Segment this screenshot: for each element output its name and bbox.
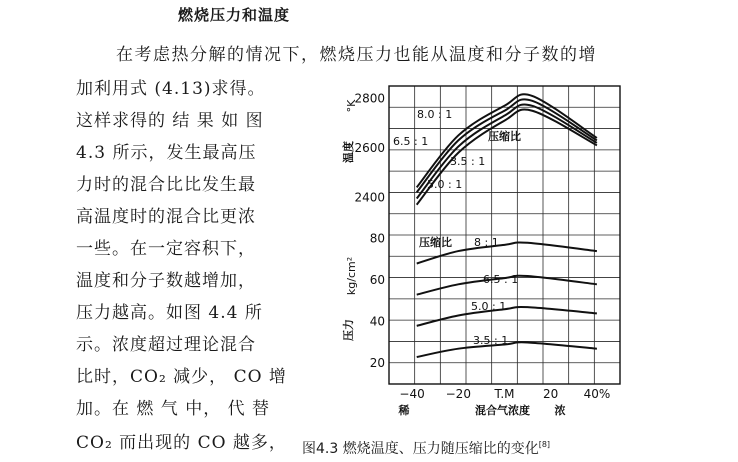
temperature-series-label: 5.0 : 1 [427, 178, 463, 191]
pressure-tick-label: 40 [369, 314, 385, 329]
temperature-unit-label: °K [345, 99, 358, 113]
figure-caption [302, 438, 550, 458]
x-tick-label: T.M [494, 387, 515, 401]
body-line: 加利用式 (4.13)求得。 [76, 79, 266, 99]
pressure-tick-label: 60 [369, 273, 385, 288]
body-line: 高温度时的混合比更浓 [76, 207, 256, 227]
temperature-tick-label: 2600 [354, 140, 385, 155]
body-line: 加。在 燃 气 中， 代 替 [76, 399, 271, 419]
pressure-tick-label: 20 [369, 356, 385, 371]
temperature-series-label: 8.0 : 1 [417, 108, 453, 121]
body-line: 压力越高。如图 4.4 所 [76, 303, 263, 323]
temperature-axis-label: 温度 [342, 141, 355, 163]
x-tick-label: −20 [445, 387, 471, 401]
body-line: 4.3 所示，发生最高压 [76, 143, 257, 163]
temperature-series-label: 3.5 : 1 [450, 155, 486, 168]
body-line: 示。浓度超过理论混合 [76, 335, 256, 355]
x-axis-label: 混合气浓度 [475, 404, 530, 417]
temperature-tick-label: 2400 [354, 190, 385, 205]
body-line: CO₂ 而出现的 CO 越多， [76, 433, 287, 453]
pressure-series-label: 5.0 : 1 [471, 300, 507, 313]
section-heading: 燃烧压力和温度 [178, 6, 291, 24]
pressure-axis-label: 压力 [342, 319, 355, 341]
body-line: 一些。在一定容积下， [76, 239, 256, 259]
x-tick-label: 20 [543, 387, 559, 401]
body-line: 比时，CO₂ 减少， CO 增 [76, 367, 287, 387]
pressure-legend-title: 压缩比 [419, 236, 452, 249]
caption-text: 图4.3 燃烧温度、压力随压缩比的变化 [302, 441, 539, 457]
x-end-label-rich: 浓 [554, 404, 566, 417]
body-line: 力时的混合比比发生最 [76, 175, 256, 195]
pressure-series-label: 3.5 : 1 [473, 334, 509, 347]
x-tick-label: 40% [583, 387, 611, 401]
pressure-series-label: 6.5 : 1 [483, 273, 519, 286]
pressure-series-label: 8 : 1 [474, 236, 499, 249]
caption-reference: [8] [538, 440, 551, 449]
intro-line: 在考虑热分解的情况下，燃烧压力也能从温度和分子数的增 [116, 45, 597, 65]
pressure-series-line [417, 307, 597, 326]
x-end-label-lean: 稀 [398, 404, 410, 417]
body-line: 这样求得的 结 果 如 图 [76, 111, 264, 131]
temperature-legend-title: 压缩比 [488, 130, 521, 143]
x-tick-label: −40 [399, 387, 425, 401]
body-line: 温度和分子数越增加， [76, 271, 256, 291]
temperature-tick-label: 2800 [354, 91, 385, 106]
temperature-series-label: 6.5 : 1 [393, 135, 429, 148]
pressure-tick-label: 80 [369, 231, 385, 246]
pressure-unit-label: kg/cm² [345, 256, 358, 296]
